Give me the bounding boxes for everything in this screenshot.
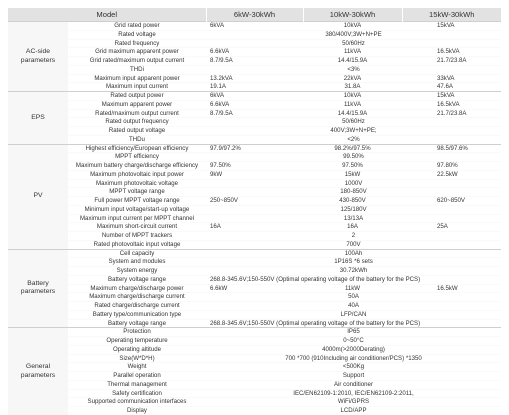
value-all-models: 40A bbox=[348, 302, 359, 309]
param-label: Minimum input voltage/start-up voltage bbox=[84, 205, 190, 213]
value-v15: 98.5/97.6% bbox=[437, 144, 468, 152]
param-label: Rated frequency bbox=[114, 39, 160, 47]
value-all-models: <3% bbox=[347, 65, 360, 73]
param-label: Highest efficiency/European efficiency bbox=[85, 144, 189, 152]
spec-row bbox=[8, 354, 501, 363]
param-label: Rated output voltage bbox=[108, 127, 166, 134]
param-label: Grid rated/maximum output current bbox=[89, 57, 185, 64]
category-pv: PV bbox=[8, 144, 68, 249]
value-v6: 97.50% bbox=[210, 162, 231, 169]
spec-row bbox=[8, 188, 501, 197]
header-15kw: 15kW-30kWh bbox=[402, 8, 501, 22]
value-v6: 250~850V bbox=[210, 197, 238, 204]
spec-row bbox=[8, 170, 501, 179]
spec-row bbox=[8, 83, 501, 92]
spec-row bbox=[8, 100, 501, 109]
value-all-models: 2 bbox=[351, 232, 356, 239]
value-all-models: 100Ah bbox=[344, 249, 363, 257]
param-label: Weight bbox=[127, 363, 147, 371]
param-label: Operating altitude bbox=[112, 345, 162, 353]
value-v10: 10kVA bbox=[343, 92, 362, 99]
value-all-models: 30.72kWh bbox=[339, 267, 368, 274]
value-all-models: IP65 bbox=[347, 328, 360, 336]
spec-row bbox=[8, 284, 501, 293]
value-v6: 16A bbox=[210, 223, 221, 231]
param-label: Size(W*D*H) bbox=[119, 354, 155, 362]
spec-row bbox=[8, 22, 501, 31]
value-v6: 6kVA bbox=[210, 22, 225, 29]
value-v6: 8.7/9.5A bbox=[210, 57, 233, 64]
value-v15: 16.5kW bbox=[437, 284, 458, 292]
value-v6: 6.6kVA bbox=[210, 48, 230, 56]
param-label: System and modules bbox=[108, 258, 166, 266]
param-label: Full power MPPT voltage range bbox=[94, 197, 180, 204]
spec-row bbox=[8, 118, 501, 127]
value-v6: 13.2kVA bbox=[210, 74, 233, 82]
spec-row bbox=[8, 65, 501, 74]
value-all-models: <500Kg bbox=[342, 363, 365, 371]
value-v15: 16.5kVA bbox=[437, 48, 460, 56]
value-v15: 620~850V bbox=[437, 197, 465, 204]
value-v10: 31.8A bbox=[344, 83, 361, 91]
param-label: Maximum photovoltaic input power bbox=[90, 170, 184, 178]
value-all-models: 125/180V bbox=[340, 205, 367, 213]
value-v10: 11kVA bbox=[343, 48, 362, 56]
value-v6: 19.1A bbox=[210, 83, 226, 91]
value-all-models: LFP/CAN bbox=[340, 310, 367, 318]
spec-row bbox=[8, 232, 501, 241]
value-all-models: 1P16S *6 sets bbox=[334, 258, 373, 266]
param-label: Maximum charge/discharge power bbox=[90, 284, 184, 292]
value-all-models: IEC/EN62109-1:2010, IEC/EN62109-2:2011, bbox=[293, 389, 414, 397]
value-all-models: 380/400V;3W+N+PE bbox=[325, 30, 382, 38]
spec-row bbox=[8, 179, 501, 188]
spec-table bbox=[8, 8, 501, 415]
param-label: Rated/maximum output current bbox=[95, 109, 179, 117]
category-eps: EPS bbox=[8, 92, 68, 145]
param-label: Maximum short-circuit current bbox=[96, 223, 178, 231]
param-label: Rated voltage bbox=[118, 30, 156, 38]
value-v6: 6kVA bbox=[210, 92, 225, 99]
param-label: Maximum input apparent power bbox=[94, 74, 180, 82]
spec-row bbox=[8, 258, 501, 267]
value-v10: 430-850V bbox=[339, 197, 366, 204]
spec-row bbox=[8, 363, 501, 372]
spec-row bbox=[8, 30, 501, 39]
param-label: Cell capacity bbox=[119, 249, 155, 257]
value-v6: 9kW bbox=[210, 170, 223, 178]
spec-row bbox=[8, 144, 501, 153]
param-label: Rated photovoltaic input voltage bbox=[93, 240, 181, 248]
spec-row bbox=[8, 162, 501, 171]
value-v15: 47.6A bbox=[437, 83, 453, 91]
param-label: Safety certification bbox=[112, 389, 162, 397]
value-all-models: Air conditioner bbox=[334, 380, 373, 388]
value-v15: 15kVA bbox=[437, 22, 455, 29]
spec-row bbox=[8, 223, 501, 232]
value-v6: 97.9/97.2% bbox=[210, 144, 241, 152]
value-v15: 97.80% bbox=[437, 162, 458, 169]
param-label: Maximum battery charge/discharge efficiency bbox=[75, 162, 199, 169]
spec-row bbox=[8, 135, 501, 144]
value-v6: 6.6kW bbox=[210, 284, 228, 292]
header-model: Model bbox=[8, 8, 206, 22]
spec-row bbox=[8, 74, 501, 83]
param-label: Rated output frequency bbox=[105, 118, 169, 126]
param-label: THDi bbox=[130, 65, 144, 73]
value-v10: 14.4/15.9A bbox=[337, 109, 368, 117]
header-10kw: 10kW-30kWh bbox=[303, 8, 402, 22]
value-all-models: 268.8-345.6V;150-550V (Optimal operating voltage of the battery for the PCS) bbox=[210, 319, 421, 327]
category-battery-parameters: Battery parameters bbox=[8, 249, 68, 328]
value-all-models: 50A bbox=[348, 293, 359, 301]
param-label: THDu bbox=[129, 135, 145, 143]
param-label: Operating temperature bbox=[106, 337, 168, 344]
param-label: Maximum charge/discharge current bbox=[89, 293, 185, 301]
header-6kw: 6kW-30kWh bbox=[206, 8, 303, 22]
value-v10: 22kVA bbox=[343, 74, 362, 82]
param-label: Supported communication interfaces bbox=[87, 398, 187, 406]
value-v10: 97.50% bbox=[342, 162, 363, 169]
spec-row bbox=[8, 39, 501, 48]
value-all-models: 1000V bbox=[344, 179, 363, 187]
param-label: Rated output power bbox=[110, 92, 164, 99]
value-v15: 16.5kVA bbox=[437, 100, 460, 108]
spec-row bbox=[8, 48, 501, 57]
value-all-models: 99.50% bbox=[343, 153, 364, 161]
value-all-models: 13/13A bbox=[343, 214, 364, 222]
value-v15: 15kVA bbox=[437, 92, 455, 99]
value-v10: 15kW bbox=[344, 170, 361, 178]
category-ac-side-parameters: AC-side parameters bbox=[8, 22, 68, 92]
value-all-models: Support bbox=[342, 372, 365, 379]
value-v10: 98.2%/97.5% bbox=[334, 144, 371, 152]
param-label: System energy bbox=[116, 267, 158, 274]
param-label: Battery voltage range bbox=[108, 275, 166, 283]
value-all-models: 700V bbox=[346, 240, 361, 248]
param-label: Grid rated power bbox=[114, 22, 160, 29]
value-v10: 14.4/15.9A bbox=[337, 57, 368, 64]
spec-row bbox=[8, 249, 501, 258]
value-all-models: 400V;3W+N+PE; bbox=[330, 127, 377, 134]
param-label: Grid maximum apparent power bbox=[95, 48, 179, 56]
param-label: Maximum input current per MPPT channel bbox=[79, 214, 195, 222]
category-general-parameters: General parameters bbox=[8, 328, 68, 415]
value-v15: 33kVA bbox=[437, 74, 455, 82]
param-label: Maximum apparent power bbox=[101, 100, 173, 108]
spec-table-body bbox=[8, 22, 501, 415]
value-v6: 8.7/9.5A bbox=[210, 109, 233, 117]
spec-row bbox=[8, 319, 501, 328]
param-label: Maximum input current bbox=[106, 83, 168, 91]
value-v10: 11kW bbox=[344, 284, 361, 292]
param-label: Thermal management bbox=[107, 380, 167, 388]
spec-row bbox=[8, 275, 501, 284]
param-label: MPPT efficiency bbox=[115, 153, 159, 161]
param-label: Maximum photovoltaic voltage bbox=[96, 179, 178, 187]
value-v15: 21.7/23.8A bbox=[437, 109, 467, 117]
value-v15: 21.7/23.8A bbox=[437, 57, 467, 64]
param-label: Rated charge/discharge current bbox=[94, 302, 180, 309]
spec-row bbox=[8, 57, 501, 66]
spec-row bbox=[8, 92, 501, 101]
spec-row bbox=[8, 205, 501, 214]
value-all-models: 268.8-345.6V;150-550V (Optimal operating voltage of the battery for the PCS) bbox=[210, 275, 421, 283]
param-label: Display bbox=[127, 407, 147, 414]
param-label: Protection bbox=[123, 328, 151, 336]
value-v15: 22.5kW bbox=[437, 170, 458, 178]
param-label: Number of MPPT trackers bbox=[101, 232, 173, 239]
spec-row bbox=[8, 153, 501, 162]
spec-row bbox=[8, 240, 501, 249]
value-v10: 16A bbox=[347, 223, 358, 231]
value-all-models: 0~50°C bbox=[343, 337, 364, 344]
value-v10: 10kVA bbox=[343, 22, 362, 29]
spec-row bbox=[8, 380, 501, 389]
param-label: Parallel operation bbox=[113, 372, 161, 379]
value-all-models: <2% bbox=[347, 135, 360, 143]
spec-row bbox=[8, 109, 501, 118]
value-all-models: 50/60Hz bbox=[342, 118, 365, 126]
spec-row bbox=[8, 302, 501, 311]
value-v6: 6.6kVA bbox=[210, 100, 230, 108]
param-label: Battery type/communication type bbox=[92, 310, 182, 318]
value-v10: 11kVA bbox=[343, 100, 362, 108]
spec-row bbox=[8, 337, 501, 346]
value-all-models: 50/60Hz bbox=[342, 39, 365, 47]
spec-row bbox=[8, 214, 501, 223]
spec-row bbox=[8, 407, 501, 415]
param-label: MPPT voltage range bbox=[109, 188, 165, 196]
spec-row bbox=[8, 310, 501, 319]
spec-row bbox=[8, 328, 501, 337]
spec-row bbox=[8, 267, 501, 276]
spec-row bbox=[8, 197, 501, 206]
value-all-models: LCD/APP bbox=[340, 407, 367, 414]
value-all-models: 180-850V bbox=[340, 188, 367, 196]
value-all-models: 700 *700 (910Including air conditioner/PCS) *1350 bbox=[285, 354, 422, 362]
spec-row bbox=[8, 389, 501, 398]
value-all-models: 4000m(>2000Derating) bbox=[322, 345, 385, 353]
spec-row bbox=[8, 372, 501, 381]
value-v15: 25A bbox=[437, 223, 448, 231]
spec-row bbox=[8, 293, 501, 302]
spec-row bbox=[8, 345, 501, 354]
param-label: Battery voltage range bbox=[108, 319, 166, 327]
header-row bbox=[8, 8, 501, 22]
spec-row bbox=[8, 398, 501, 407]
value-all-models: WiFi/GPRS bbox=[337, 398, 370, 406]
spec-row bbox=[8, 127, 501, 136]
